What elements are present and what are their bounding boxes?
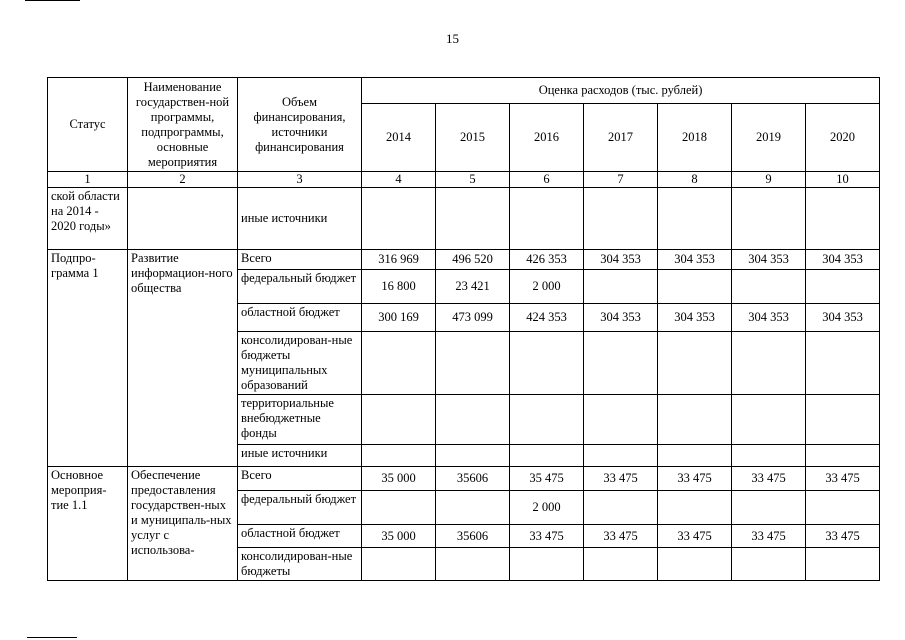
value-cell [732, 445, 806, 467]
value-cell [732, 395, 806, 445]
value-cell: 424 353 [510, 304, 584, 332]
header-expense-estimate: Оценка расходов (тыс. рублей) [362, 78, 880, 104]
value-cell [806, 548, 880, 581]
column-number: 2 [128, 172, 238, 188]
value-cell [732, 491, 806, 525]
value-cell [436, 395, 510, 445]
value-cell: 23 421 [436, 270, 510, 304]
value-cell [584, 332, 658, 395]
value-cell: 300 169 [362, 304, 436, 332]
value-cell [658, 395, 732, 445]
value-cell [436, 332, 510, 395]
funding-source: федеральный бюджет [238, 270, 362, 304]
value-cell: 33 475 [806, 467, 880, 491]
value-cell: 35 000 [362, 525, 436, 548]
value-cell: 33 475 [806, 525, 880, 548]
funding-source: областной бюджет [238, 525, 362, 548]
subprogram-section [48, 250, 880, 467]
value-cell [732, 332, 806, 395]
value-cell: 304 353 [806, 304, 880, 332]
column-number-row [48, 172, 880, 188]
header-year: 2016 [510, 104, 584, 172]
value-cell [658, 188, 732, 250]
value-cell: 35606 [436, 525, 510, 548]
value-cell: 35 000 [362, 467, 436, 491]
value-cell: 33 475 [658, 467, 732, 491]
value-cell: 16 800 [362, 270, 436, 304]
funding-source: иные источники [238, 188, 362, 250]
value-cell: 304 353 [732, 304, 806, 332]
header-program-name: Наименование государствен-ной программы, подпрограммы, основные мероприятия [128, 78, 238, 172]
value-cell: 496 520 [436, 250, 510, 270]
row-program-name: Развитие информацион-ного общества [128, 250, 238, 467]
value-cell [732, 548, 806, 581]
row-status: Подпро-грамма 1 [48, 250, 128, 467]
value-cell [806, 445, 880, 467]
value-cell [362, 491, 436, 525]
value-cell [584, 270, 658, 304]
value-cell [658, 332, 732, 395]
value-cell [510, 332, 584, 395]
value-cell: 33 475 [584, 525, 658, 548]
value-cell [510, 548, 584, 581]
value-cell [732, 188, 806, 250]
value-cell: 33 475 [658, 525, 732, 548]
value-cell: 2 000 [510, 270, 584, 304]
column-number: 8 [658, 172, 732, 188]
header-year: 2017 [584, 104, 658, 172]
value-cell [584, 491, 658, 525]
column-number: 9 [732, 172, 806, 188]
value-cell: 2 000 [510, 491, 584, 525]
value-cell: 304 353 [732, 250, 806, 270]
value-cell [362, 332, 436, 395]
funding-source: иные источники [238, 445, 362, 467]
row-status: Основное мероприя-тие 1.1 [48, 467, 128, 581]
value-cell [510, 188, 584, 250]
value-cell: 33 475 [510, 525, 584, 548]
value-cell: 35606 [436, 467, 510, 491]
value-cell [510, 445, 584, 467]
funding-source: областной бюджет [238, 304, 362, 332]
value-cell [436, 491, 510, 525]
value-cell [584, 395, 658, 445]
column-number: 5 [436, 172, 510, 188]
value-cell: 33 475 [732, 525, 806, 548]
continuation-name [128, 188, 238, 250]
column-number: 1 [48, 172, 128, 188]
header-year: 2018 [658, 104, 732, 172]
value-cell [584, 445, 658, 467]
funding-source: федеральный бюджет [238, 491, 362, 525]
funding-source: консолидирован-ные бюджеты муниципальных образований [238, 332, 362, 395]
page-number: 15 [446, 31, 459, 46]
measure-section [48, 467, 880, 581]
top-left-scan-mark [25, 0, 80, 1]
funding-source: Всего [238, 250, 362, 270]
value-cell [510, 395, 584, 445]
funding-source: территориальные внебюджетные фонды [238, 395, 362, 445]
column-number: 6 [510, 172, 584, 188]
table-row [48, 188, 880, 250]
value-cell [362, 395, 436, 445]
value-cell: 35 475 [510, 467, 584, 491]
value-cell [362, 445, 436, 467]
value-cell [658, 491, 732, 525]
header-year: 2015 [436, 104, 510, 172]
value-cell: 33 475 [732, 467, 806, 491]
column-number: 10 [806, 172, 880, 188]
continuation-status: ской области на 2014 - 2020 годы» [48, 188, 128, 250]
value-cell [584, 548, 658, 581]
value-cell: 304 353 [658, 250, 732, 270]
value-cell [658, 270, 732, 304]
value-cell: 304 353 [584, 304, 658, 332]
value-cell [362, 548, 436, 581]
value-cell [436, 445, 510, 467]
header-year: 2019 [732, 104, 806, 172]
funding-source: Всего [238, 467, 362, 491]
value-cell [806, 332, 880, 395]
header-year: 2020 [806, 104, 880, 172]
column-number: 3 [238, 172, 362, 188]
value-cell: 304 353 [658, 304, 732, 332]
value-cell [658, 548, 732, 581]
value-cell [362, 188, 436, 250]
row-program-name: Обеспечение предоставления государствен-ных и муниципаль-ных услуг с использова- [128, 467, 238, 581]
value-cell: 473 099 [436, 304, 510, 332]
header-funding-source: Объем финансирования, источники финансирования [238, 78, 362, 172]
value-cell [806, 395, 880, 445]
header-status: Статус [48, 78, 128, 172]
value-cell: 304 353 [584, 250, 658, 270]
budget-table [47, 77, 880, 581]
bottom-left-scan-mark [27, 637, 77, 638]
value-cell [806, 491, 880, 525]
column-number: 7 [584, 172, 658, 188]
value-cell [806, 270, 880, 304]
table-row [48, 467, 880, 491]
column-number: 4 [362, 172, 436, 188]
value-cell: 304 353 [806, 250, 880, 270]
value-cell [436, 548, 510, 581]
value-cell [584, 188, 658, 250]
table-row [48, 250, 880, 270]
value-cell [436, 188, 510, 250]
table-header [48, 78, 880, 172]
table-body [48, 172, 880, 250]
header-year: 2014 [362, 104, 436, 172]
value-cell [732, 270, 806, 304]
value-cell: 33 475 [584, 467, 658, 491]
value-cell [806, 188, 880, 250]
funding-source: консолидирован-ные бюджеты [238, 548, 362, 581]
value-cell [658, 445, 732, 467]
value-cell: 426 353 [510, 250, 584, 270]
value-cell: 316 969 [362, 250, 436, 270]
